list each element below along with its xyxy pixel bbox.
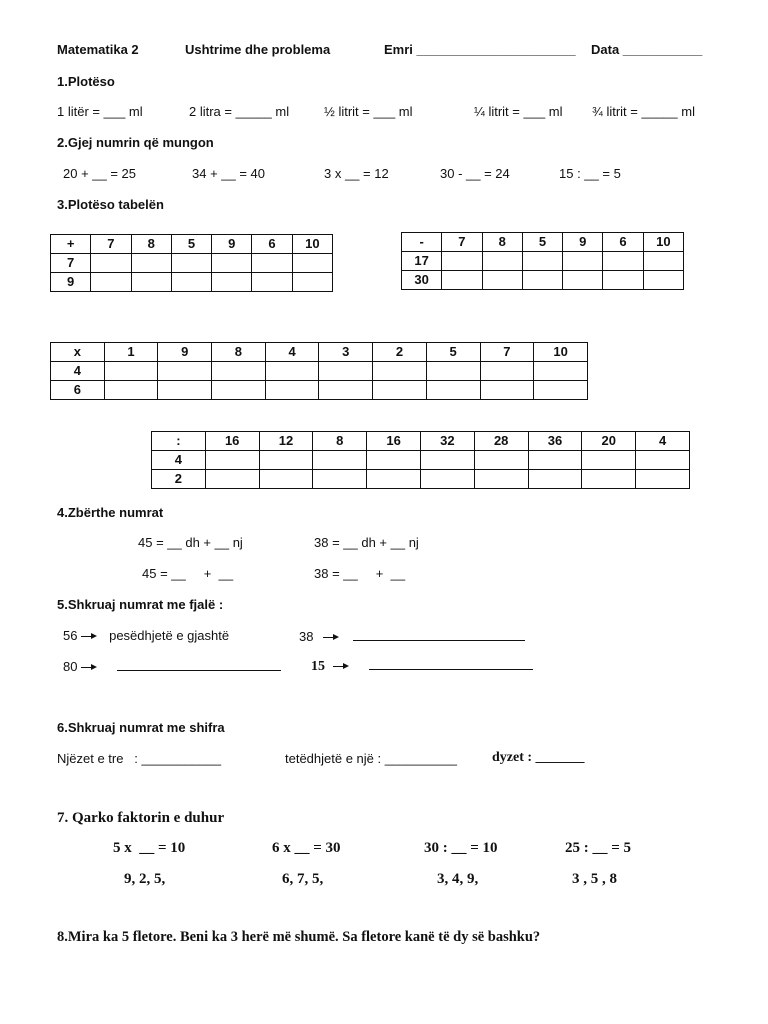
section-3-title: 3.Plotëso tabelën: [57, 197, 164, 212]
section-7-title: 7. Qarko faktorin e duhur: [57, 810, 225, 826]
s5-row-1: [63, 628, 229, 644]
s7-equation: 6 x __ = 30: [272, 840, 341, 856]
header-cell: 8: [212, 343, 266, 362]
table-row: [402, 252, 684, 271]
answer-cell[interactable]: [373, 381, 427, 400]
answer-cell[interactable]: [426, 381, 480, 400]
answer-cell[interactable]: [205, 451, 259, 470]
operator-cell: -: [402, 233, 442, 252]
answer-cell[interactable]: [563, 271, 603, 290]
header-cell: 4: [265, 343, 319, 362]
header-cell: 6: [252, 235, 292, 254]
answer-cell[interactable]: [265, 362, 319, 381]
answer-cell[interactable]: [636, 451, 690, 470]
header-cell: 12: [259, 432, 313, 451]
s2-item: 20 + __ = 25: [63, 166, 137, 181]
s5-number: 38: [299, 629, 314, 644]
header-cell: 9: [212, 235, 252, 254]
s1-item: 1 litër = ___ ml: [57, 104, 143, 119]
s5-row-4: [311, 657, 533, 675]
operator-cell: x: [51, 343, 105, 362]
answer-cell[interactable]: [252, 273, 292, 292]
answer-cell[interactable]: [367, 451, 421, 470]
header-cell: 8: [313, 432, 367, 451]
header-cell: 9: [563, 233, 603, 252]
answer-cell[interactable]: [265, 381, 319, 400]
arrow-icon: [81, 667, 95, 668]
section-8-problem: 8.Mira ka 5 fletore. Beni ka 3 herë më shumë. Sa fletore kanë të dy së bashku?: [57, 929, 541, 945]
s4-item: 45 = __ dh + __ nj: [138, 535, 243, 550]
header-cell: 7: [480, 343, 534, 362]
answer-cell[interactable]: [522, 271, 562, 290]
header-cell: 1: [104, 343, 158, 362]
s5-number: 15: [311, 659, 325, 674]
header-cell: 7: [442, 233, 482, 252]
header-cell: 10: [534, 343, 588, 362]
s6-item: Njëzet e tre : ___________: [57, 751, 222, 766]
header-cell: 6: [603, 233, 643, 252]
header-cell: 8: [131, 235, 171, 254]
answer-cell[interactable]: [313, 470, 367, 489]
answer-cell[interactable]: [212, 381, 266, 400]
table-row: [402, 271, 684, 290]
answer-cell[interactable]: [474, 470, 528, 489]
row-header-cell: 4: [51, 362, 105, 381]
s1-item: ¼ litrit = ___ ml: [474, 104, 563, 119]
answer-cell[interactable]: [252, 254, 292, 273]
answer-cell[interactable]: [319, 362, 373, 381]
row-header-cell: 4: [152, 451, 206, 470]
table-header-row: [51, 343, 588, 362]
answer-cell[interactable]: [528, 451, 582, 470]
s7-choices: 6, 7, 5,: [282, 871, 324, 887]
header-cell: 5: [426, 343, 480, 362]
answer-cell[interactable]: [104, 362, 158, 381]
header-cell: 8: [482, 233, 522, 252]
s2-item: 30 - __ = 24: [440, 166, 510, 181]
answer-cell[interactable]: [373, 362, 427, 381]
s5-number: 56: [63, 628, 78, 643]
answer-line: [369, 657, 533, 670]
header-cell: 2: [373, 343, 427, 362]
answer-cell[interactable]: [212, 254, 252, 273]
s4-item: 38 = __ dh + __ nj: [314, 535, 419, 550]
s5-row-2: [299, 628, 525, 645]
s7-equation: 25 : __ = 5: [565, 840, 632, 856]
header-cell: 10: [292, 235, 332, 254]
answer-cell[interactable]: [158, 362, 212, 381]
answer-cell[interactable]: [171, 273, 211, 292]
operator-cell: +: [51, 235, 91, 254]
subtraction-table: [401, 232, 684, 290]
answer-cell[interactable]: [603, 271, 643, 290]
header-cell: 32: [420, 432, 474, 451]
answer-cell[interactable]: [171, 254, 211, 273]
section-2-title: 2.Gjej numrin që mungon: [57, 135, 214, 150]
answer-cell[interactable]: [420, 470, 474, 489]
s5-row-3: [63, 658, 281, 675]
section-6-title: 6.Shkruaj numrat me shifra: [57, 720, 225, 735]
answer-cell[interactable]: [91, 273, 131, 292]
header-cell: 20: [582, 432, 636, 451]
table-row: [51, 273, 333, 292]
answer-line: [117, 658, 281, 671]
answer-cell[interactable]: [91, 254, 131, 273]
answer-cell[interactable]: [442, 271, 482, 290]
row-header-cell: 9: [51, 273, 91, 292]
s7-choices: 9, 2, 5,: [124, 871, 166, 887]
table-row: [51, 254, 333, 273]
answer-cell[interactable]: [636, 470, 690, 489]
row-header-cell: 2: [152, 470, 206, 489]
answer-cell[interactable]: [480, 362, 534, 381]
answer-cell[interactable]: [104, 381, 158, 400]
header-cell: 5: [522, 233, 562, 252]
answer-cell[interactable]: [212, 362, 266, 381]
header-cell: 10: [643, 233, 683, 252]
table-header-row: [402, 233, 684, 252]
subject-title: Matematika 2: [57, 42, 139, 57]
arrow-icon: [81, 636, 95, 637]
row-header-cell: 17: [402, 252, 442, 271]
row-header-cell: 30: [402, 271, 442, 290]
answer-cell[interactable]: [528, 470, 582, 489]
multiplication-table: [50, 342, 588, 400]
name-field: Emri ______________________: [384, 42, 576, 57]
section-1-title: 1.Plotëso: [57, 74, 115, 89]
answer-cell[interactable]: [563, 252, 603, 271]
answer-cell[interactable]: [319, 381, 373, 400]
s7-choices: 3 , 5 , 8: [572, 871, 617, 887]
row-header-cell: 7: [51, 254, 91, 273]
s7-choices: 3, 4, 9,: [437, 871, 479, 887]
answer-cell[interactable]: [643, 252, 683, 271]
s5-number: 80: [63, 659, 78, 674]
s2-item: 3 x __ = 12: [324, 166, 389, 181]
header-cell: 5: [171, 235, 211, 254]
answer-cell[interactable]: [480, 381, 534, 400]
answer-cell[interactable]: [259, 451, 313, 470]
answer-cell[interactable]: [313, 451, 367, 470]
answer-cell[interactable]: [259, 470, 313, 489]
answer-cell[interactable]: [212, 273, 252, 292]
s6-item: dyzet : _______: [492, 750, 585, 765]
table-row: [51, 381, 588, 400]
header-cell: 3: [319, 343, 373, 362]
s5-words: pesëdhjetë e gjashtë: [109, 628, 230, 643]
answer-cell[interactable]: [582, 470, 636, 489]
s4-item: 45 = __ + __: [142, 566, 234, 581]
s2-item: 15 : __ = 5: [559, 166, 621, 181]
s6-item: tetëdhjetë e një : __________: [285, 751, 458, 766]
s7-equation: 30 : __ = 10: [424, 840, 498, 856]
s4-item: 38 = __ + __: [314, 566, 406, 581]
answer-cell[interactable]: [205, 470, 259, 489]
answer-cell[interactable]: [534, 381, 588, 400]
division-table: [151, 431, 690, 489]
operator-cell: :: [152, 432, 206, 451]
header-cell: 36: [528, 432, 582, 451]
table-header-row: [51, 235, 333, 254]
table-row: [152, 470, 690, 489]
header-cell: 7: [91, 235, 131, 254]
answer-cell[interactable]: [131, 273, 171, 292]
section-5-title: 5.Shkruaj numrat me fjalë :: [57, 597, 224, 612]
answer-cell[interactable]: [442, 252, 482, 271]
answer-cell[interactable]: [482, 271, 522, 290]
arrow-icon: [323, 637, 337, 638]
answer-cell[interactable]: [643, 271, 683, 290]
answer-cell[interactable]: [482, 252, 522, 271]
arrow-icon: [333, 666, 347, 667]
header-cell: 16: [367, 432, 421, 451]
header-cell: 9: [158, 343, 212, 362]
header-cell: 28: [474, 432, 528, 451]
header-cell: 4: [636, 432, 690, 451]
answer-cell[interactable]: [367, 470, 421, 489]
table-row: [51, 362, 588, 381]
s2-item: 34 + __ = 40: [192, 166, 266, 181]
answer-cell[interactable]: [534, 362, 588, 381]
s1-item: ¾ litrit = _____ ml: [592, 104, 695, 119]
answer-cell[interactable]: [420, 451, 474, 470]
answer-cell[interactable]: [131, 254, 171, 273]
answer-cell[interactable]: [603, 252, 643, 271]
s1-item: ½ litrit = ___ ml: [324, 104, 413, 119]
row-header-cell: 6: [51, 381, 105, 400]
s7-equation: 5 x __ = 10: [113, 840, 186, 856]
table-row: [152, 451, 690, 470]
answer-cell[interactable]: [474, 451, 528, 470]
s1-item: 2 litra = _____ ml: [189, 104, 290, 119]
answer-cell[interactable]: [426, 362, 480, 381]
answer-cell[interactable]: [292, 273, 332, 292]
answer-cell[interactable]: [582, 451, 636, 470]
table-header-row: [152, 432, 690, 451]
answer-cell[interactable]: [158, 381, 212, 400]
header-cell: 16: [205, 432, 259, 451]
date-field: Data ___________: [591, 42, 703, 57]
section-4-title: 4.Zbërthe numrat: [57, 505, 164, 520]
topic-title: Ushtrime dhe problema: [185, 42, 331, 57]
answer-cell[interactable]: [522, 252, 562, 271]
answer-cell[interactable]: [292, 254, 332, 273]
answer-line: [353, 628, 525, 641]
addition-table: [50, 234, 333, 292]
